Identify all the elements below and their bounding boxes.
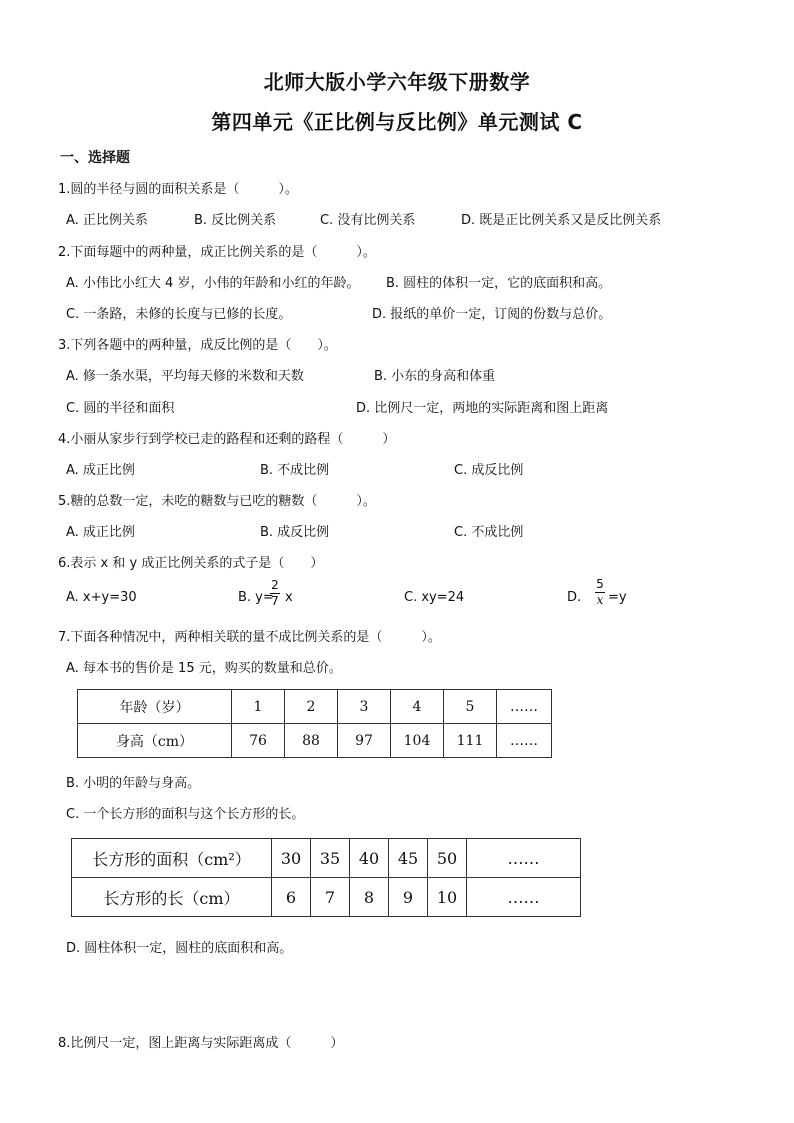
- question-4-option-c: C. 成反比例: [454, 463, 524, 478]
- fraction-two-sevenths: [270, 579, 280, 608]
- table-cell: 50: [428, 839, 467, 878]
- question-5-stem: 5.糖的总数一定，未吃的糖数与已吃的糖数（ ）。: [58, 494, 376, 509]
- option-b-prefix: B. y=: [238, 590, 274, 605]
- table-row: [78, 690, 552, 724]
- table-cell: 88: [285, 724, 338, 758]
- question-5-option-a: A. 成正比例: [66, 525, 135, 540]
- table-cell: ……: [467, 839, 581, 878]
- table-cell: 身高（cm）: [78, 724, 232, 758]
- fraction-numerator: 5: [596, 577, 604, 591]
- table-cell: ……: [467, 878, 581, 917]
- page-subtitle: 第四单元《正比例与反比例》单元测试 C: [211, 110, 583, 134]
- option-b-suffix: x: [285, 590, 293, 605]
- question-6-option-a: A. x+y=30: [66, 590, 137, 605]
- question-2-option-b: B. 圆柱的体积一定，它的底面积和高。: [386, 276, 612, 291]
- question-1-option-b: B. 反比例关系: [194, 213, 277, 228]
- table-cell: 76: [232, 724, 285, 758]
- table-cell: 104: [391, 724, 444, 758]
- table-row: [72, 839, 581, 878]
- table-cell: 6: [272, 878, 311, 917]
- table-cell: 97: [338, 724, 391, 758]
- question-3-option-c: C. 圆的半径和面积: [66, 401, 175, 416]
- question-2-stem: 2.下面每题中的两种量，成正比例关系的是（ ）。: [58, 245, 376, 260]
- question-6-stem: 6.表示 x 和 y 成正比例关系的式子是（ ）: [58, 556, 324, 571]
- question-6-option-d-label: D.: [567, 590, 582, 605]
- question-4-option-b: B. 不成比例: [260, 463, 330, 478]
- question-7-option-c: C. 一个长方形的面积与这个长方形的长。: [66, 807, 305, 822]
- question-7-option-b: B. 小明的年龄与身高。: [66, 776, 201, 791]
- question-5-option-c: C. 不成比例: [454, 525, 524, 540]
- question-3-option-a: A. 修一条水渠，平均每天修的米数和天数: [66, 369, 304, 384]
- option-d-suffix: =y: [608, 590, 627, 605]
- table-row: [78, 724, 552, 758]
- fraction-five-over-x: [595, 578, 605, 607]
- question-7-option-d: D. 圆柱体积一定，圆柱的底面积和高。: [66, 941, 293, 956]
- question-3-option-d: D. 比例尺一定，两地的实际距离和图上距离: [356, 401, 609, 416]
- question-6-option-c: C. xy=24: [404, 590, 465, 605]
- question-1-option-c: C. 没有比例关系: [320, 213, 416, 228]
- question-7-stem: 7.下面各种情况中，两种相关联的量不成比例关系的是（ ）。: [58, 630, 441, 645]
- question-1-option-a: A. 正比例关系: [66, 213, 148, 228]
- table-cell: 长方形的面积（cm²）: [72, 839, 272, 878]
- table-cell: 年龄（岁）: [78, 690, 232, 724]
- fraction-numerator: 2: [271, 578, 279, 592]
- table-row: [72, 878, 581, 917]
- question-3-stem: 3.下列各题中的两种量，成反比例的是（ ）。: [58, 338, 337, 353]
- question-6-option-b: [238, 590, 274, 605]
- question-4-option-a: A. 成正比例: [66, 463, 135, 478]
- question-2-option-d: D. 报纸的单价一定，订阅的份数与总价。: [372, 307, 612, 322]
- question-3-option-b: B. 小东的身高和体重: [374, 369, 496, 384]
- question-4-stem: 4.小丽从家步行到学校已走的路程和还剩的路程（ ）: [58, 432, 396, 447]
- table-cell: 7: [311, 878, 350, 917]
- question-5-option-b: B. 成反比例: [260, 525, 330, 540]
- table-cell: ……: [497, 690, 552, 724]
- table-cell: 10: [428, 878, 467, 917]
- question-2-option-c: C. 一条路，未修的长度与已修的长度。: [66, 307, 292, 322]
- page-title: 北师大版小学六年级下册数学: [263, 70, 531, 94]
- table-cell: 30: [272, 839, 311, 878]
- table-cell: 40: [350, 839, 389, 878]
- table-cell: 3: [338, 690, 391, 724]
- section-heading: 一、选择题: [60, 150, 130, 166]
- question-8-stem: 8.比例尺一定，图上距离与实际距离成（ ）: [58, 1036, 344, 1051]
- table-cell: 9: [389, 878, 428, 917]
- question-7-option-a: A. 每本书的售价是 15 元，购买的数量和总价。: [66, 661, 342, 676]
- table-cell: 35: [311, 839, 350, 878]
- rectangle-area-length-table: [71, 838, 581, 917]
- table-cell: 4: [391, 690, 444, 724]
- fraction-denominator: x: [596, 593, 604, 607]
- table-cell: ……: [497, 724, 552, 758]
- table-cell: 2: [285, 690, 338, 724]
- age-height-table: [77, 689, 552, 758]
- table-cell: 45: [389, 839, 428, 878]
- fraction-denominator: 7: [271, 594, 279, 608]
- table-cell: 1: [232, 690, 285, 724]
- table-cell: 长方形的长（cm）: [72, 878, 272, 917]
- question-1-option-d: D. 既是正比例关系又是反比例关系: [461, 213, 662, 228]
- table-cell: 8: [350, 878, 389, 917]
- table-cell: 5: [444, 690, 497, 724]
- question-1-stem: 1.圆的半径与圆的面积关系是（ ）。: [58, 182, 298, 197]
- table-cell: 111: [444, 724, 497, 758]
- question-2-option-a: A. 小伟比小红大 4 岁，小伟的年龄和小红的年龄。: [66, 276, 360, 291]
